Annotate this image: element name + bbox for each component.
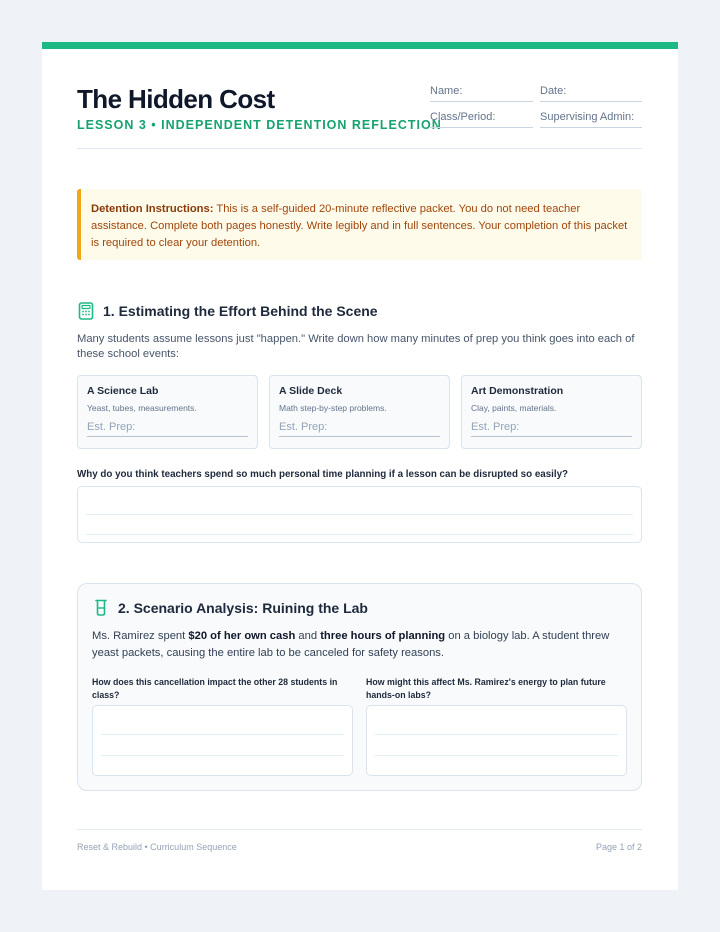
scenario-part: and: [295, 630, 321, 642]
prep-estimate-input[interactable]: Est. Prep:: [279, 421, 440, 437]
estimate-card-science-lab: [77, 375, 258, 449]
estimate-card-slide-deck: [269, 375, 450, 449]
scenario-emphasis-time: three hours of planning: [320, 630, 446, 642]
question-impact-teacher: How might this affect Ms. Ramirez's energy to plan future hands-on labs?: [366, 677, 606, 700]
section1-heading: [78, 302, 378, 320]
writing-line: [86, 514, 633, 515]
prep-estimate-input[interactable]: Est. Prep:: [471, 421, 632, 437]
estimate-card-art-demonstration: [461, 375, 642, 449]
scenario-emphasis-cost: $20 of her own cash: [188, 630, 296, 642]
beaker-icon: [93, 599, 109, 617]
lesson-subtitle: LESSON 3 • INDEPENDENT DETENTION REFLECTION: [77, 118, 442, 132]
instructions-text: This is a self-guided 20-minute reflective packet. You do not need teacher assistance. Complete both pages honestly. Write legibly and in full sentences. Your completion of this packet is required to clear your detention.: [91, 203, 628, 249]
answer-box-students[interactable]: [92, 705, 353, 776]
prep-estimate-input[interactable]: Est. Prep:: [87, 421, 248, 437]
section2-title: 2. Scenario Analysis: Ruining the Lab: [118, 600, 368, 616]
writing-line: [101, 734, 344, 735]
instructions-label: Detention Instructions:: [91, 203, 214, 215]
card-title: A Slide Deck: [279, 385, 343, 397]
supervising-admin-field[interactable]: Supervising Admin:: [540, 111, 642, 128]
section1-intro: Many students assume lessons just "happen." Write down how many minutes of prep you think goes into each of these school events:: [77, 333, 635, 360]
footer-page-number: Page 1 of 2: [595, 842, 642, 852]
name-field[interactable]: Name:: [430, 85, 533, 102]
scenario-section: [77, 583, 642, 791]
accent-bar: [42, 42, 678, 49]
class-period-field[interactable]: Class/Period:: [430, 111, 533, 128]
section2-heading: [93, 599, 368, 617]
section1-answer-box[interactable]: [77, 486, 642, 543]
writing-line: [375, 734, 618, 735]
writing-line: [101, 755, 344, 756]
answer-box-teacher[interactable]: [366, 705, 627, 776]
page-title: The Hidden Cost: [77, 84, 275, 114]
card-title: Art Demonstration: [471, 385, 564, 397]
scenario-part: on a biology lab. A student threw yeast packets, causing the entire lab to be canceled for safety reasons.: [92, 630, 610, 659]
scenario-text: [92, 628, 622, 661]
footer-curriculum: Reset & Rebuild • Curriculum Sequence: [77, 842, 237, 852]
section1-title: 1. Estimating the Effort Behind the Scene: [103, 303, 378, 319]
worksheet-page: [42, 42, 678, 890]
question-impact-students: How does this cancellation impact the other 28 students in class?: [92, 677, 338, 700]
calculator-icon: [78, 302, 94, 320]
writing-line: [86, 534, 633, 535]
card-description: Clay, paints, materials.: [471, 403, 557, 413]
footer-divider: [77, 829, 642, 830]
header-divider: [77, 148, 642, 149]
writing-line: [375, 755, 618, 756]
card-description: Yeast, tubes, measurements.: [87, 403, 197, 413]
detention-instructions: [77, 189, 642, 260]
date-field[interactable]: Date:: [540, 85, 642, 102]
section1-question: Why do you think teachers spend so much personal time planning if a lesson can be disrupted so easily?: [77, 469, 569, 480]
scenario-part: Ms. Ramirez spent: [92, 630, 189, 642]
card-title: A Science Lab: [87, 385, 159, 397]
card-description: Math step-by-step problems.: [279, 403, 387, 413]
